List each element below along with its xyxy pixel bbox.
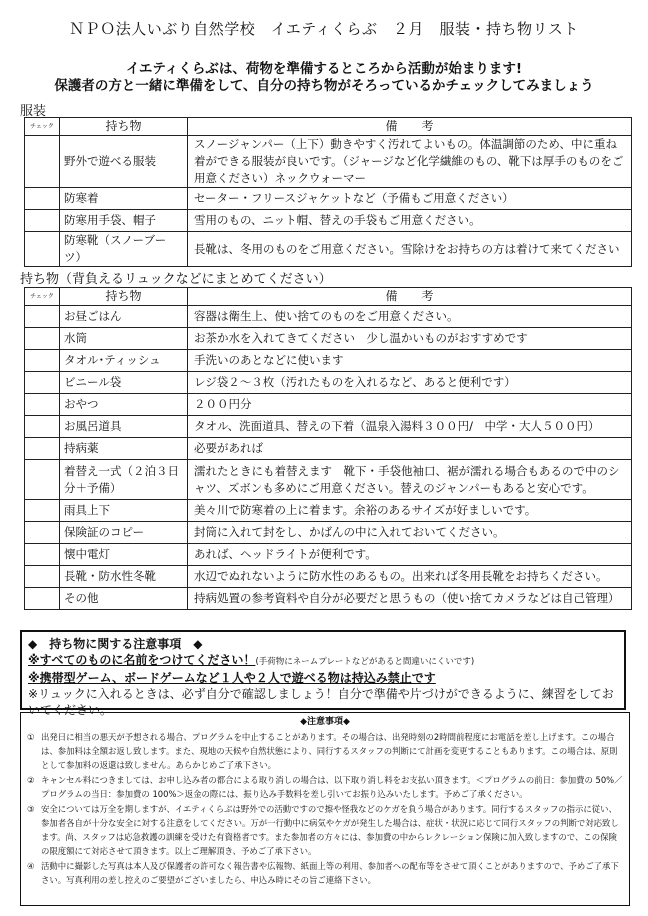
- table-row: [25, 416, 632, 438]
- note-cell: 濡れたときにも着替えます 靴下・手袋他袖口、裾が濡れる場合もあるので中のシャツ、ズボンも多めにご用意ください。替えのジャンパーもあると安心です。: [188, 460, 632, 500]
- table-row: [25, 188, 632, 210]
- terms-item-text: 安全については万全を期しますが、イエティくらぶは野外での活動ですので擦や怪我などのケガを負う場合があります。同行するスタッフの指示に従い、参加者各自が十分な安全に対する注意をしてください。万が一行動中に病気やケガが発生した場合は、症状・状況に応じて同行スタッフの判断で対応致します。尚、スタッフは応急救護の訓練を受けた有資格者です。また参加者の方々には、参加費の中からレクレーション保険に加入致しますので、この保険の限度額にて対応させて頂きます。以上ご理解頂き、予めご了承下さい。: [41, 804, 619, 856]
- check-box-cell[interactable]: [25, 522, 60, 544]
- check-box-cell[interactable]: [25, 460, 60, 500]
- clothing-table-header: [25, 118, 632, 136]
- item-cell: 持病薬: [60, 438, 188, 460]
- check-box-cell[interactable]: [25, 588, 60, 610]
- notice-heading: ◆ 持ち物に関する注意事項 ◆: [28, 637, 203, 651]
- terms-list: [27, 730, 623, 887]
- notice-line-1: ※すべてのものに名前をつけてください！: [28, 653, 256, 667]
- intro-line-2: 保護者の方と一緒に準備をして、自分の持ち物がそろっているかチェックしてみましょう: [54, 78, 594, 94]
- terms-item-text: 活動中に撮影した写真は本人及び保護者の許可なく報告書や広報物、紙面上等の利用、参加者への配布等をさせて頂くことがありますので、予めご了承下さい。写真利用の差し控えのご要望がございましたら、申込み時にその旨ご連絡下さい。: [41, 861, 619, 885]
- check-box-cell[interactable]: [25, 328, 60, 350]
- notice-line-1-small: (手荷物にネームプレートなどがあると間違いにくいです): [255, 657, 475, 667]
- terms-item: [27, 773, 623, 801]
- note-cell: 容器は衛生上、使い捨てのものをご用意ください。: [188, 306, 632, 328]
- item-cell: 水筒: [60, 328, 188, 350]
- table-row: [25, 544, 632, 566]
- item-cell: お風呂道具: [60, 416, 188, 438]
- table-row: [25, 328, 632, 350]
- terms-item-number: ②: [27, 775, 35, 785]
- item-cell: 防寒着: [60, 188, 188, 210]
- terms-item-number: ③: [27, 804, 35, 814]
- check-box-cell[interactable]: [25, 500, 60, 522]
- check-box-cell[interactable]: [25, 210, 60, 232]
- note-cell: 水辺でぬれないように防水性のあるもの。出来れば冬用長靴をお持ちください。: [188, 566, 632, 588]
- item-cell: その他: [60, 588, 188, 610]
- terms-heading: ◆注意事項◆: [300, 717, 350, 727]
- check-box-cell[interactable]: [25, 416, 60, 438]
- belongings-section-title: 持ち物（背負えるリュックなどにまとめてください）: [20, 272, 332, 287]
- note-column-header: 備 考: [188, 118, 632, 136]
- note-cell: 封筒に入れて封をし、かばんの中に入れておいてください。: [188, 522, 632, 544]
- table-row: [25, 460, 632, 500]
- clothing-table: [24, 117, 632, 267]
- item-cell: 雨具上下: [60, 500, 188, 522]
- note-column-header: 備 考: [188, 288, 632, 306]
- note-cell: お茶か水を入れてきてください 少し温かいものがおすすめです: [188, 328, 632, 350]
- table-row: [25, 500, 632, 522]
- item-column-header: 持ち物: [60, 118, 188, 136]
- note-cell: 必要があれば: [188, 438, 632, 460]
- terms-item-number: ①: [27, 732, 35, 742]
- belongings-table: [24, 287, 632, 610]
- terms-item: [27, 802, 623, 858]
- table-row: [25, 306, 632, 328]
- check-box-cell[interactable]: [25, 188, 60, 210]
- table-row: [25, 522, 632, 544]
- item-cell: 野外で遊べる服装: [60, 136, 188, 188]
- note-cell: ２００円分: [188, 394, 632, 416]
- check-box-cell[interactable]: [25, 306, 60, 328]
- item-cell: 保険証のコピー: [60, 522, 188, 544]
- note-cell: スノージャンパー（上下）動きやすく汚れてよいもの。体温調節のため、中に重ね着ができる服装が良いです。（ジャージなど化学繊維のもの、靴下は厚手のものをご用意ください）ネックウォーマー: [188, 136, 632, 188]
- check-box-cell[interactable]: [25, 394, 60, 416]
- table-row: [25, 438, 632, 460]
- item-cell: 懐中電灯: [60, 544, 188, 566]
- check-box-cell[interactable]: [25, 136, 60, 188]
- note-cell: タオル、洗面道具、替えの下着（温泉入湯料３００円/ 中学・大人５００円）: [188, 416, 632, 438]
- note-cell: レジ袋２～３枚（汚れたものを入れるなど、あると便利です）: [188, 372, 632, 394]
- item-cell: お昼ごはん: [60, 306, 188, 328]
- note-cell: 雪用のもの、ニット帽、替えの手袋もご用意ください。: [188, 210, 632, 232]
- terms-item: [27, 730, 623, 772]
- belongings-notice-box: [20, 630, 626, 717]
- table-row: [25, 372, 632, 394]
- terms-box: [20, 712, 630, 906]
- clothing-section-title: 服装: [20, 104, 47, 119]
- table-row: [25, 232, 632, 267]
- item-cell: 防寒用手袋、帽子: [60, 210, 188, 232]
- item-cell: 着替え一式（２泊３日分＋予備）: [60, 460, 188, 500]
- terms-item-number: ④: [27, 861, 35, 871]
- note-cell: 長靴は、冬用のものをご用意ください。雪除けをお持ちの方は着けて来てください: [188, 232, 632, 267]
- terms-item: [27, 859, 623, 887]
- note-cell: 持病処置の参考資料や自分が必要だと思うもの（使い捨てカメラなどは自己管理）: [188, 588, 632, 610]
- table-row: [25, 566, 632, 588]
- item-cell: 防寒靴（スノーブーツ）: [60, 232, 188, 267]
- item-cell: タオル･ティッシュ: [60, 350, 188, 372]
- table-row: [25, 136, 632, 188]
- check-box-cell[interactable]: [25, 372, 60, 394]
- check-box-cell[interactable]: [25, 438, 60, 460]
- table-row: [25, 394, 632, 416]
- table-row: [25, 350, 632, 372]
- item-cell: ビニール袋: [60, 372, 188, 394]
- note-cell: 手洗いのあとなどに使います: [188, 350, 632, 372]
- item-cell: おやつ: [60, 394, 188, 416]
- check-box-cell[interactable]: [25, 566, 60, 588]
- note-cell: セーター・フリースジャケットなど（予備もご用意ください）: [188, 188, 632, 210]
- table-row: [25, 210, 632, 232]
- belongings-table-header: [25, 288, 632, 306]
- terms-item-text: キャンセル料につきましては、お申し込み者の都合による取り消しの場合は、以下取り消し料をお支払い頂きます。＜プログラムの前日：参加費の 50%／プログラムの当日：参加費の 100%＞返金の際には、振り込み手数料を差し引いてお振り込みいたします。予めご了承ください。: [41, 775, 623, 799]
- item-cell: 長靴・防水性冬靴: [60, 566, 188, 588]
- check-column-header: チェック: [25, 288, 60, 306]
- notice-line-2: ※携帯型ゲーム、ボードゲームなど１人や２人で遊べる物は持込み禁止です: [28, 671, 436, 685]
- notice-line-name-labels: [28, 652, 618, 670]
- check-column-header: チェック: [25, 118, 60, 136]
- intro-line-1: イエティくらぶは、荷物を準備するところから活動が始まります!: [125, 61, 523, 77]
- check-box-cell[interactable]: [25, 232, 60, 267]
- note-cell: 美々川で防寒着の上に着ます。余裕のあるサイズが好ましいです。: [188, 500, 632, 522]
- page-title: ＮＰＯ法人いぶり自然学校 イエティくらぶ ２月 服装・持ち物リスト: [69, 20, 579, 38]
- check-box-cell[interactable]: [25, 544, 60, 566]
- table-row: [25, 588, 632, 610]
- item-column-header: 持ち物: [60, 288, 188, 306]
- check-box-cell[interactable]: [25, 350, 60, 372]
- note-cell: あれば、ヘッドライトが便利です。: [188, 544, 632, 566]
- notice-line-3: ※リュックに入れるときは、必ず自分で確認しましょう！自分で準備や片づけができるように、練習をしておいてください。: [28, 687, 614, 717]
- terms-item-text: 出発日に相当の悪天が予想される場合、プログラムを中止することがあります。その場合は、出発時刻の2時間前程度にお電話を差し上げます。この場合は、参加料は全額お返し致します。また、現地の天候や自然状態により、同行するスタッフの判断にて計画を変更することもあります。この場合は、原則として参加料の返還は致しません。あらかじめご了承下さい。: [41, 732, 618, 770]
